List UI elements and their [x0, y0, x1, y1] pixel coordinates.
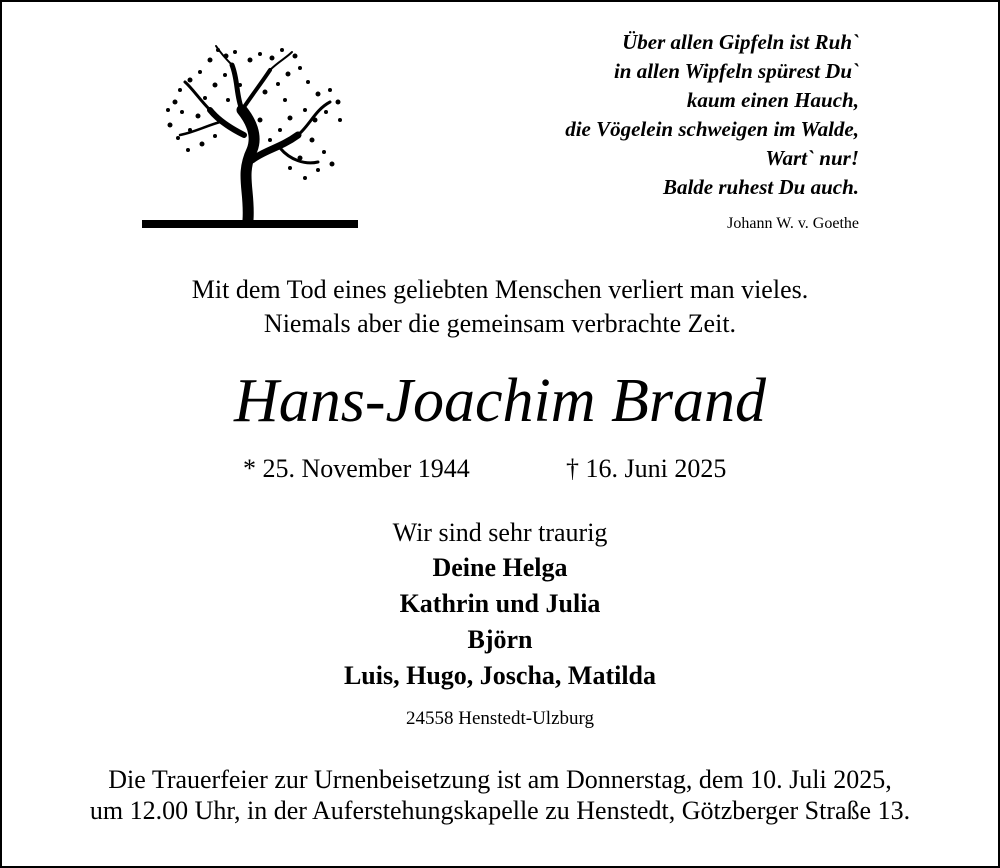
poem: [565, 28, 859, 202]
mourners-intro: Wir sind sehr traurig: [392, 518, 608, 547]
service-line: um 12.00 Uhr, in der Auferstehungskapelle zu Henstedt, Götzberger Straße 13.: [89, 796, 911, 825]
mourner-name: Kathrin und Julia: [399, 589, 601, 618]
poem-line: in allen Wipfeln spürest Du`: [613, 59, 859, 83]
mourner-name: Björn: [467, 625, 533, 654]
death-date: † 16. Juni 2025: [566, 454, 727, 483]
intro-line: Mit dem Tod eines geliebten Menschen verliert man vieles.: [191, 275, 809, 304]
tree-icon: [140, 40, 360, 235]
mourners-place: 24558 Henstedt-Ulzburg: [405, 708, 595, 729]
poem-line: Über allen Gipfeln ist Ruh`: [622, 30, 859, 54]
poem-line: Wart` nur!: [765, 146, 859, 170]
service-info: [0, 764, 1000, 826]
intro-text: [0, 273, 1000, 341]
birth-date: * 25. November 1944: [243, 454, 470, 483]
poem-line: kaum einen Hauch,: [686, 88, 859, 112]
poem-line: die Vögelein schweigen im Walde,: [565, 117, 859, 141]
mourner-name: Deine Helga: [432, 553, 568, 582]
deceased-name: Hans-Joachim Brand: [233, 367, 767, 435]
mourner-name: Luis, Hugo, Joscha, Matilda: [343, 661, 657, 690]
poem-author: Johann W. v. Goethe: [727, 215, 859, 232]
poem-line: Balde ruhest Du auch.: [662, 175, 859, 199]
mourners-list: [0, 550, 1000, 694]
service-line: Die Trauerfeier zur Urnenbeisetzung ist am Donnerstag, dem 10. Juli 2025,: [108, 765, 892, 794]
intro-line: Niemals aber die gemeinsam verbrachte Zeit.: [263, 309, 737, 338]
